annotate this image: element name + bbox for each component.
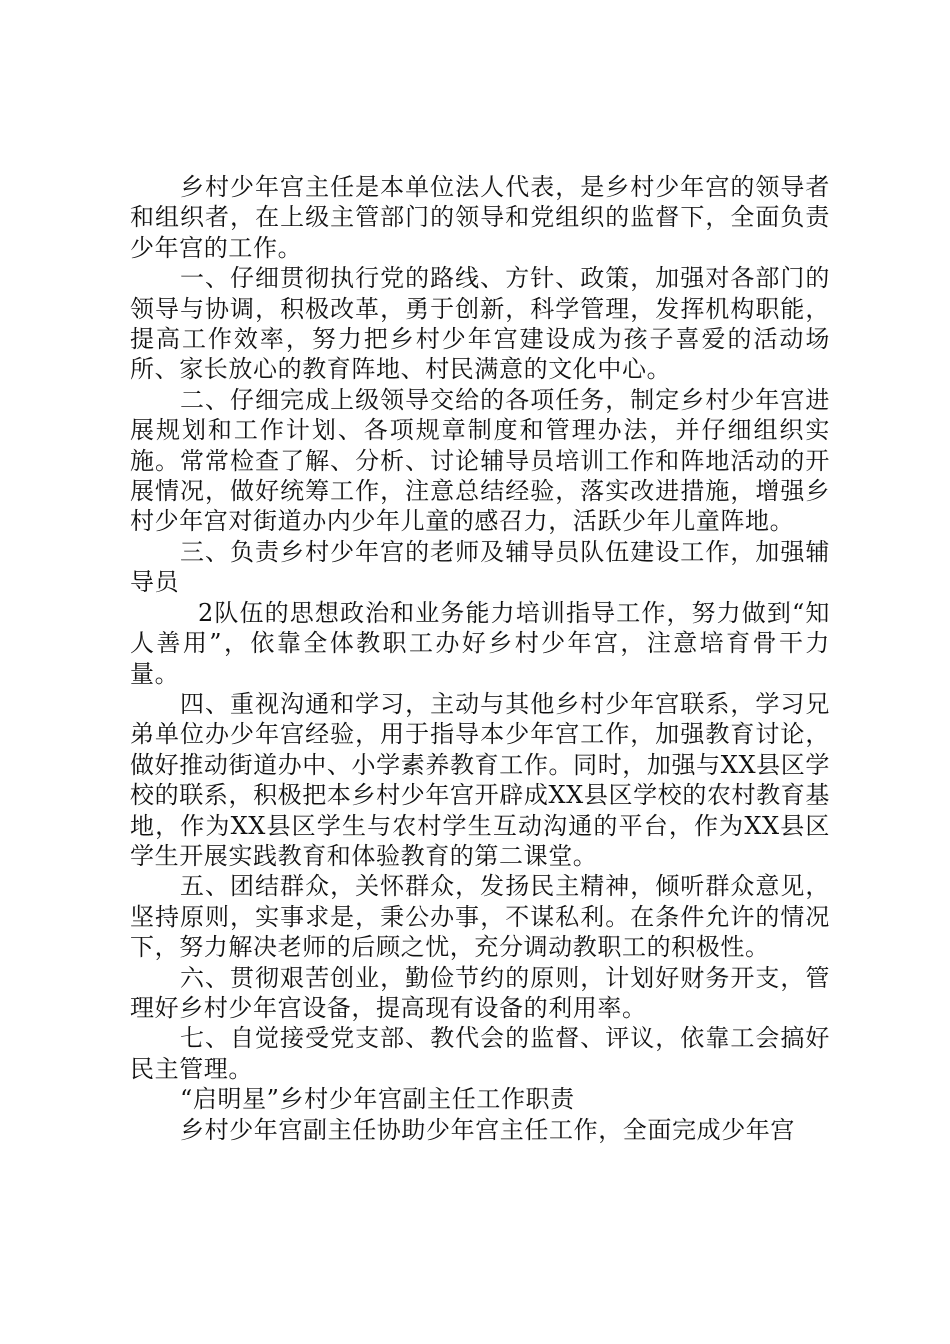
paragraph-item-5: 五、团结群众，关怀群众，发扬民主精神，倾听群众意见，坚持原则，实事求是，秉公办事，不谋私利。在条件允许的情况下，努力解决老师的后顾之忧，充分调动教职工的积极性。 <box>130 872 830 962</box>
paragraph-item-6: 六、贯彻艰苦创业，勤俭节约的原则，计划好财务开支，管理好乡村少年宫设备，提高现有设备的利用率。 <box>130 963 830 1022</box>
paragraph-item-7: 七、自觉接受党支部、教代会的监督、评议，依靠工会搞好民主管理。 <box>130 1024 830 1083</box>
paragraph-item-3-continued: 2队伍的思想政治和业务能力培训指导工作，努力做到“知人善用”，依靠全体教职工办好乡村少年宫，注意培育骨干力量。 <box>130 598 830 688</box>
paragraph-item-4: 四、重视沟通和学习，主动与其他乡村少年宫联系，学习兄弟单位办少年宫经验，用于指导本少年宫工作，加强教育讨论，做好推动街道办中、小学素养教育工作。同时，加强与XX县区学校的联系，积极把本乡村少年宫开辟成XX县区学校的农村教育基地，作为XX县区学生与农村学生互动沟通的平台，作为XX县区学生开展实践教育和体验教育的第二课堂。 <box>130 689 830 870</box>
paragraph-intro: 乡村少年宫主任是本单位法人代表，是乡村少年宫的领导者和组织者，在上级主管部门的领导和党组织的监督下，全面负责少年宫的工作。 <box>130 173 830 262</box>
paragraph-deputy-intro: 乡村少年宫副主任协助少年宫主任工作，全面完成少年宫 <box>180 1115 795 1144</box>
paragraph-item-1: 一、仔细贯彻执行党的路线、方针、政策，加强对各部门的领导与协调，积极改革，勇于创新，科学管理，发挥机构职能，提高工作效率，努力把乡村少年宫建设成为孩子喜爱的活动场所、家长放心的教育阵地、村民满意的文化中心。 <box>130 264 830 384</box>
document-body <box>130 172 830 1145</box>
paragraph-item-2: 二、仔细完成上级领导交给的各项任务，制定乡村少年宫进展规划和工作计划、各项规章制度和管理办法，并仔细组织实施。常常检查了解、分析、讨论辅导员培训工作和阵地活动的开展情况，做好统筹工作，注意总结经验，落实改进措施，增强乡村少年宫对街道办内少年儿童的感召力，活跃少年儿童阵地。 <box>130 385 830 536</box>
section-heading: “启明星”乡村少年宫副主任工作职责 <box>180 1085 575 1114</box>
paragraph-item-3: 三、负责乡村少年宫的老师及辅导员队伍建设工作，加强辅导员 <box>130 537 830 597</box>
